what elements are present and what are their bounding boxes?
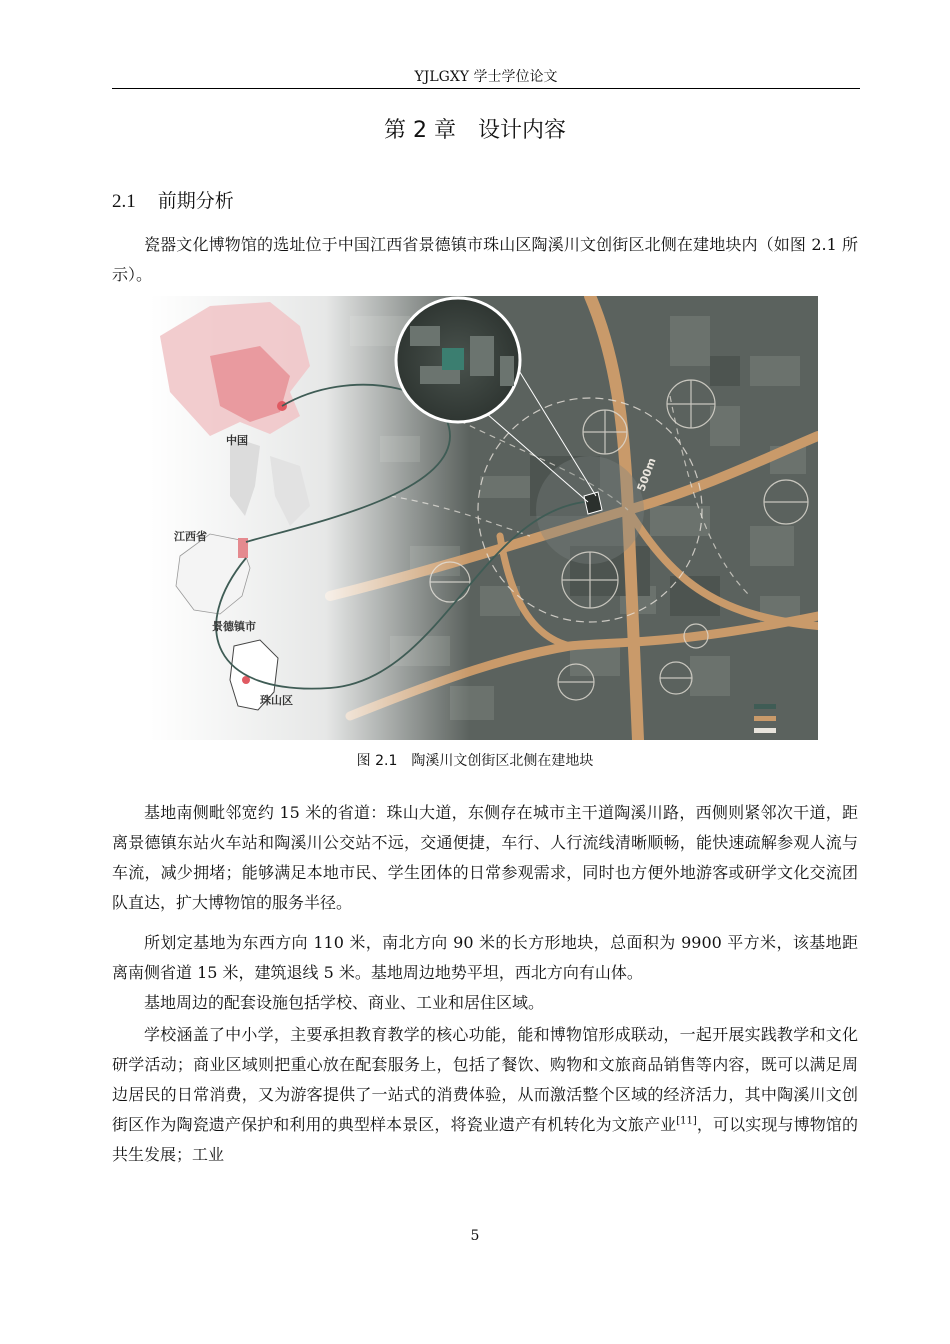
caption-text: 陶溪川文创街区北侧在建地块 bbox=[411, 753, 594, 769]
aerial-site-highlight bbox=[442, 348, 464, 370]
section-heading bbox=[112, 187, 234, 216]
label-zhushan: 珠山区 bbox=[260, 694, 293, 707]
caption-number: 图 2.1 bbox=[356, 753, 398, 769]
paragraph-facilities: 基地周边的配套设施包括学校、商业、工业和居住区域。 bbox=[144, 993, 545, 1012]
label-china: 中国 bbox=[226, 434, 248, 447]
map-legend bbox=[754, 704, 776, 733]
site-location-figure bbox=[150, 296, 818, 740]
paragraph-site-size: 所划定基地为东西方向 110 米，南北方向 90 米的长方形地块，总面积为 9900 平方米，该基地距离南侧省道 15 米，建筑退线 5 米。基地周边地势平坦，西北方向有山体。 bbox=[112, 933, 858, 982]
label-500m: 500m bbox=[634, 456, 659, 494]
page-number: 5 bbox=[470, 1228, 480, 1244]
label-jiangxi: 江西省 bbox=[174, 530, 207, 543]
paragraph-tail-text: ，可以实现与博物馆的共生发展；工业 bbox=[112, 1115, 858, 1164]
header-text: YJLGXY 学士学位论文 bbox=[414, 69, 558, 85]
section-number: 2.1 bbox=[112, 191, 136, 212]
chapter-title: 第 2 章 设计内容 bbox=[384, 118, 566, 143]
site-map-illustration bbox=[150, 296, 818, 740]
page-header bbox=[112, 68, 860, 89]
label-jingdezhen: 景德镇市 bbox=[212, 620, 256, 633]
citation-reference: [11] bbox=[676, 1115, 697, 1127]
intro-paragraph: 瓷器文化博物馆的选址位于中国江西省景德镇市珠山区陶溪川文创街区北侧在建地块内（如图 2.1 所示）。 bbox=[112, 235, 858, 284]
section-title: 前期分析 bbox=[157, 190, 234, 212]
paragraph-main-text: 学校涵盖了中小学，主要承担教育教学的核心功能，能和博物馆形成联动，一起开展实践教学和文化研学活动；商业区域则把重心放在配套服务上，包括了餐饮、购物和文旅商品销售等内容，既可以满足周边居民的日常消费，又为游客提供了一站式的消费体验，从而激活整个区域的经济活力，其中陶溪川文创街区作为陶瓷遗产保护和利用的典型样本景区，将瓷业遗产有机转化为文旅产业 bbox=[112, 1025, 858, 1134]
paragraph-transport: 基地南侧毗邻宽约 15 米的省道：珠山大道，东侧存在城市主干道陶溪川路，西侧则紧邻次干道，距离景德镇东站火车站和陶溪川公交站不远，交通便捷，车行、人行流线清晰顺畅，能快速疏解参观人流与车流，减少拥堵；能够满足本地市民、学生团体的日常参观需求，同时也方便外地游客或研学文化交流团队直达，扩大博物馆的服务半径。 bbox=[112, 803, 858, 912]
figure-caption bbox=[0, 750, 950, 772]
paragraph-schools-commerce bbox=[112, 1020, 858, 1170]
